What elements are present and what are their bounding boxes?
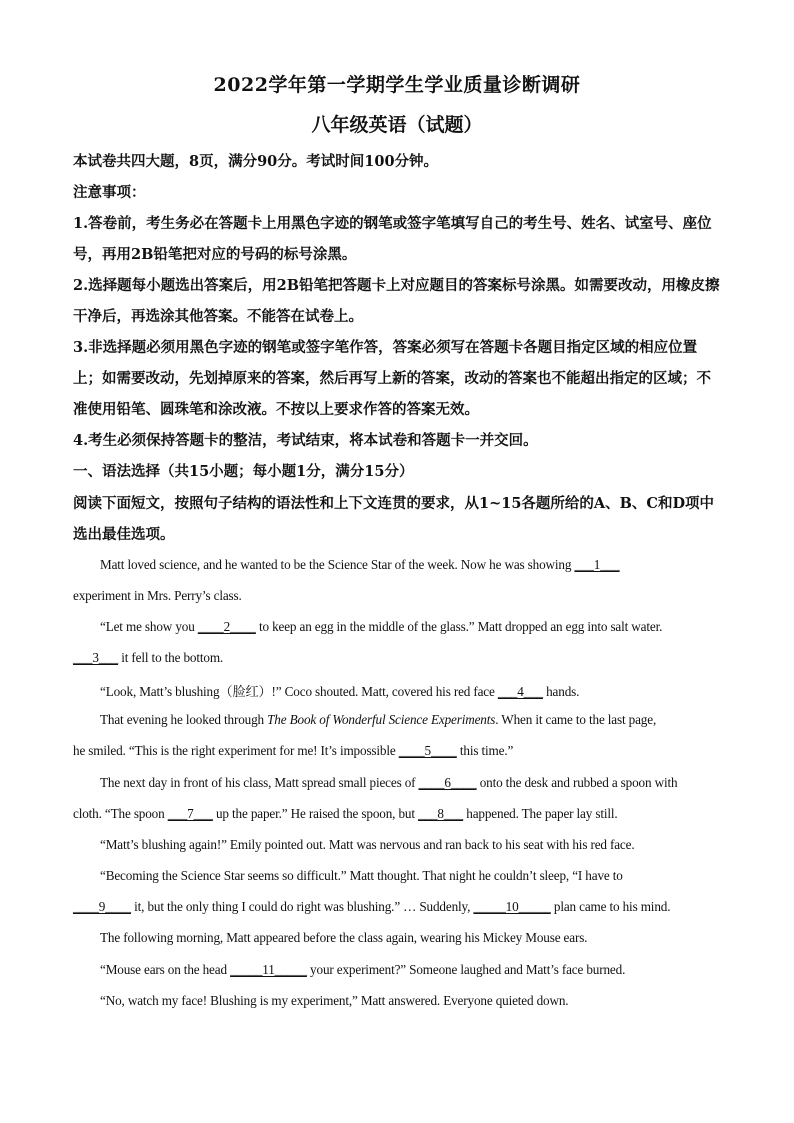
exam-intro: 本试卷共四大题，8页，满分90分。考试时间100分钟。	[73, 153, 439, 170]
passage-line-11: “Becoming the Science Star seems so difficult.” Matt thought. That night he couldn’t sleep, “I have to	[100, 868, 623, 883]
exam-title: 2022学年第一学期学生学业质量诊断调研	[213, 74, 581, 96]
section1-directions: 阅读下面短文，按照句子结构的语法性和上下文连贯的要求，从1~15各题所给的A、B、C和D项中选出最佳选项。	[73, 495, 715, 543]
passage-line-4: ___3___ it fell to the bottom.	[73, 650, 224, 665]
passage-line-7: he smiled. “This is the right experiment for me! It’s impossible ____5____ this time.”	[73, 743, 514, 758]
note-3: 3.非选择题必须用黑色字迹的钢笔或签字笔作答，答案必须写在答题卡各题目指定区域的相应位置上；如需要改动，先划掉原来的答案，然后再写上新的答案，改动的答案也不能超出指定的区域；不准使用铅笔、圆珠笔和涂改液。不按以上要求作答的答案无效。	[73, 339, 711, 418]
blank-8: ___8___	[418, 806, 464, 821]
note-4: 4.考生必须保持答题卡的整洁，考试结束，将本试卷和答题卡一并交回。	[73, 432, 538, 449]
blank-3: ___3___	[73, 650, 119, 665]
passage-line-6: That evening he looked through The Book of Wonderful Science Experiments. When it came to the last page,	[100, 712, 657, 727]
passage-line-3: “Let me show you ____2____ to keep an egg in the middle of the glass.” Matt dropped an egg into salt water.	[100, 619, 663, 634]
book-title: The Book of Wonderful Science Experiments	[267, 712, 496, 727]
passage-line-2: experiment in Mrs. Perry’s class.	[73, 588, 242, 603]
passage-line-8: The next day in front of his class, Matt spread small pieces of ____6____ onto the desk and rubbed a spoon with	[100, 775, 678, 790]
passage-line-13: The following morning, Matt appeared before the class again, wearing his Mickey Mouse ears.	[100, 930, 588, 945]
note-2: 2.选择题每小题选出答案后，用2B铅笔把答题卡上对应题目的答案标号涂黑。如需要改动，用橡皮擦干净后，再选涂其他答案。不能答在试卷上。	[73, 277, 720, 325]
blank-2: ____2____	[197, 619, 256, 634]
notes-heading: 注意事项：	[73, 184, 146, 201]
blank-10: _____10_____	[473, 899, 551, 914]
passage-line-9: cloth. “The spoon ___7___ up the paper.” He raised the spoon, but ___8___ happened. The paper lay still.	[73, 806, 618, 821]
passage-line-1: Matt loved science, and he wanted to be the Science Star of the week. Now he was showing ___1___	[100, 557, 620, 572]
note-1: 1.答卷前，考生务必在答题卡上用黑色字迹的钢笔或签字笔填写自己的考生号、姓名、试室号、座位号，再用2B铅笔把对应的号码的标号涂黑。	[73, 215, 712, 263]
blank-7: ___7___	[167, 806, 213, 821]
passage-line-5: “Look, Matt’s blushing（脸红）!” Coco shouted. Matt, covered his red face ___4___ hands.	[100, 684, 580, 699]
section1-heading: 一、语法选择（共15小题；每小题1分，满分15分）	[73, 463, 414, 480]
blank-6: ____6____	[418, 775, 477, 790]
blank-11: _____11_____	[230, 962, 307, 977]
blank-4: ___4___	[497, 684, 543, 699]
passage-line-15: “No, watch my face! Blushing is my experiment,” Matt answered. Everyone quieted down.	[100, 993, 569, 1008]
blank-1: ___1___	[574, 557, 620, 572]
blank-9: ____9____	[73, 899, 131, 914]
blank-5: ____5____	[398, 743, 457, 758]
passage-line-10: “Matt’s blushing again!” Emily pointed out. Matt was nervous and ran back to his seat with his red face.	[100, 837, 635, 852]
passage-line-14: “Mouse ears on the head _____11_____ your experiment?” Someone laughed and Matt’s face burned.	[100, 962, 626, 977]
passage-line-12: ____9____ it, but the only thing I could do right was blushing.” … Suddenly, _____10_____ plan came to his mind.	[73, 899, 671, 914]
exam-subtitle: 八年级英语（试题）	[311, 114, 483, 136]
